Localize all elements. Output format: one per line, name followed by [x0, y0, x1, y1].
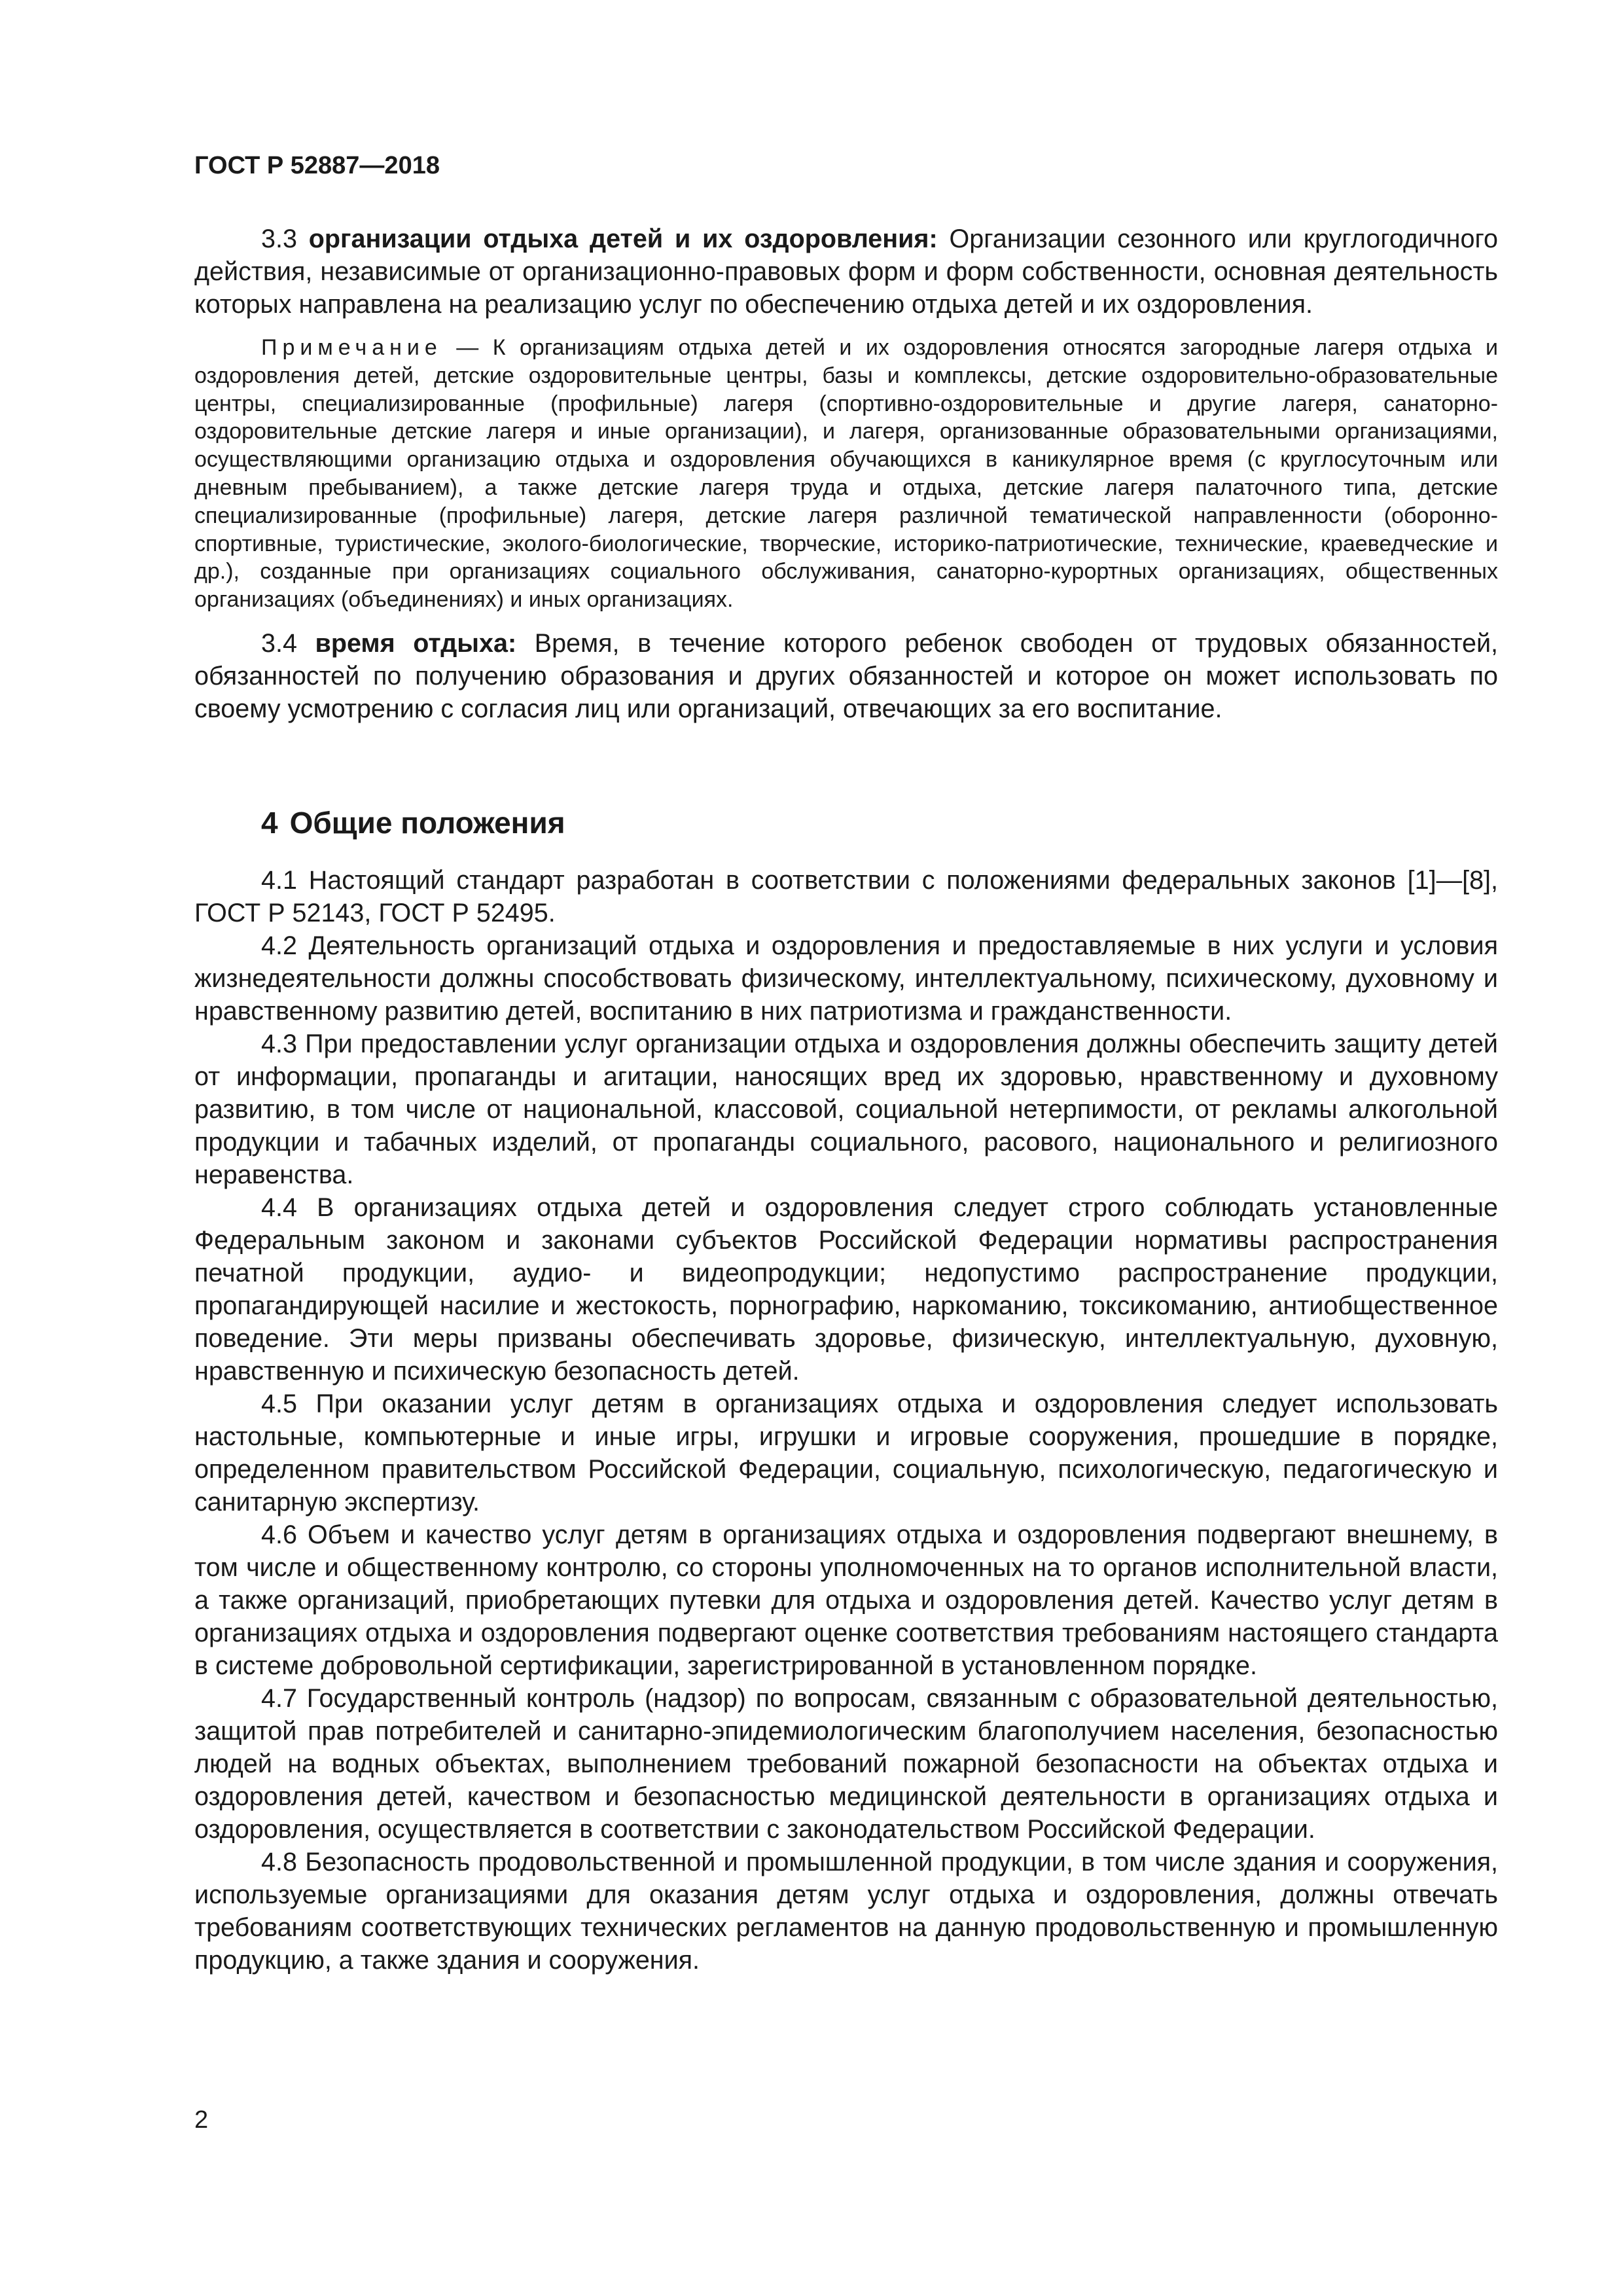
clause-text: Организации сезонного или круглогодичного действия, независимые от организационно-правовых форм и форм собственности, основная деятельность которых направлена на реализацию услуг по обеспечению отдыха детей и их оздоровления. — [194, 224, 1498, 319]
clause-number: 3.3 — [261, 224, 297, 253]
clause-4-4: 4.4 В организациях отдыха детей и оздоровления следует строго соблюдать установленные Федеральным законом и законами субъектов Российской Федерации нормативы распространения печатной продукции, аудио- и видеопродукции; недопустимо распространение продукции, пропагандирующей насилие и жестокость, порнографию, наркоманию, токсикоманию, антиобщественное поведение. Эти меры призваны обеспечивать здоровье, физическую, интеллектуальную, духовную, нравственную и психическую безопасность детей. — [194, 1193, 1498, 1386]
clause-3-3 — [194, 223, 1498, 321]
clause-3-4 — [194, 627, 1498, 725]
section-title: Общие положения — [289, 805, 565, 840]
clause-4-6: 4.6 Объем и качество услуг детям в организациях отдыха и оздоровления подвергают внешнему, в том числе и общественному контролю, со стороны уполномоченных на то органов исполнительной власти, а также организаций, приобретающих путевки для отдыха и оздоровления детей. Качество услуг детям в организациях отдыха и оздоровления подвергают оценке соответствия требованиям настоящего стандарта в системе добровольной сертификации, зарегистрированной в установленном порядке. — [194, 1520, 1498, 1680]
section-number: 4 — [261, 805, 278, 840]
page-number: 2 — [194, 2106, 209, 2134]
clause-4-3: 4.3 При предоставлении услуг организации отдыха и оздоровления должны обеспечить защиту детей от информации, пропаганды и агитации, наносящих вред их здоровью, нравственному и духовному развитию, в том числе от национальной, классовой, социальной нетерпимости, от рекламы алкогольной продукции и табачных изделий, от пропаганды социального, расового, национального и религиозного неравенства. — [194, 1029, 1498, 1189]
clause-4-1: 4.1 Настоящий стандарт разработан в соответствии с положениями федеральных законов [1]—[8], ГОСТ Р 52143, ГОСТ Р 52495. — [194, 865, 1498, 927]
section-heading — [261, 805, 1498, 840]
document-header: ГОСТ Р 52887—2018 — [194, 152, 440, 179]
note-paragraph — [194, 334, 1498, 614]
clause-4-8: 4.8 Безопасность продовольственной и промышленной продукции, в том числе здания и сооружения, используемые организациями для оказания детям услуг отдыха и оздоровления, должны отвечать требованиям соответствующих технических регламентов на данную продовольственную и промышленную продукцию, а также здания и сооружения. — [194, 1847, 1498, 1975]
document-body — [194, 223, 1498, 1977]
clause-text: Время, в течение которого ребенок свободен от трудовых обязанностей, обязанностей по получению образования и других обязанностей и которое он может использовать по своему усмотрению с согласия лиц или организаций, отвечающих за его воспитание. — [194, 628, 1498, 723]
note-label: Примечание — [261, 335, 442, 360]
clause-4-5: 4.5 При оказании услуг детям в организациях отдыха и оздоровления следует использовать настольные, компьютерные и иные игры, игрушки и игровые сооружения, прошедшие в порядке, определенном правительством Российской Федерации, социальную, психологическую, педагогическую и санитарную экспертизу. — [194, 1389, 1498, 1516]
clause-4-7: 4.7 Государственный контроль (надзор) по вопросам, связанным с образовательной деятельностью, защитой прав потребителей и санитарно-эпидемиологическим благополучием населения, безопасностью людей на водных объектах, выполнением требований пожарной безопасности на объектах отдыха и оздоровления детей, качеством и безопасностью медицинской деятельности в организациях отдыха и оздоровления, осуществляется в соответствии с законодательством Российской Федерации. — [194, 1683, 1498, 1844]
note-text: — К организациям отдыха детей и их оздоровления относятся загородные лагеря отдыха и оздоровления детей, детские оздоровительные центры, базы и комплексы, детские оздоровительно-образовательные центры, специализированные (профильные) лагеря (спортивно-оздоровительные и другие лагеря, санаторно-оздоровительные детские лагеря и иные организации), и лагеря, организованные образовательными организациями, осуществляющими организацию отдыха и оздоровления обучающихся в каникулярное время (с круглосуточным или дневным пребыванием), а также детские лагеря труда и отдыха, детские лагеря палаточного типа, детские специализированные (профильные) лагеря, детские лагеря различной тематической направленности (оборонно-спортивные, туристические, эколого-биологические, творческие, историко-патриотические, технические, краеведческие и др.), созданные при организациях социального обслуживания, санаторно-курортных организациях, общественных организациях (объединениях) и иных организациях. — [194, 335, 1498, 613]
clause-4-2: 4.2 Деятельность организаций отдыха и оздоровления и предоставляемые в них услуги и условия жизнедеятельности должны способствовать физическому, интеллектуальному, психическому, духовному и нравственному развитию детей, воспитанию в них патриотизма и гражданственности. — [194, 931, 1498, 1026]
term-definition-heading: время отдыха: — [315, 628, 517, 658]
term-definition-heading: организации отдыха детей и их оздоровления: — [308, 224, 938, 253]
clause-number: 3.4 — [261, 628, 297, 658]
